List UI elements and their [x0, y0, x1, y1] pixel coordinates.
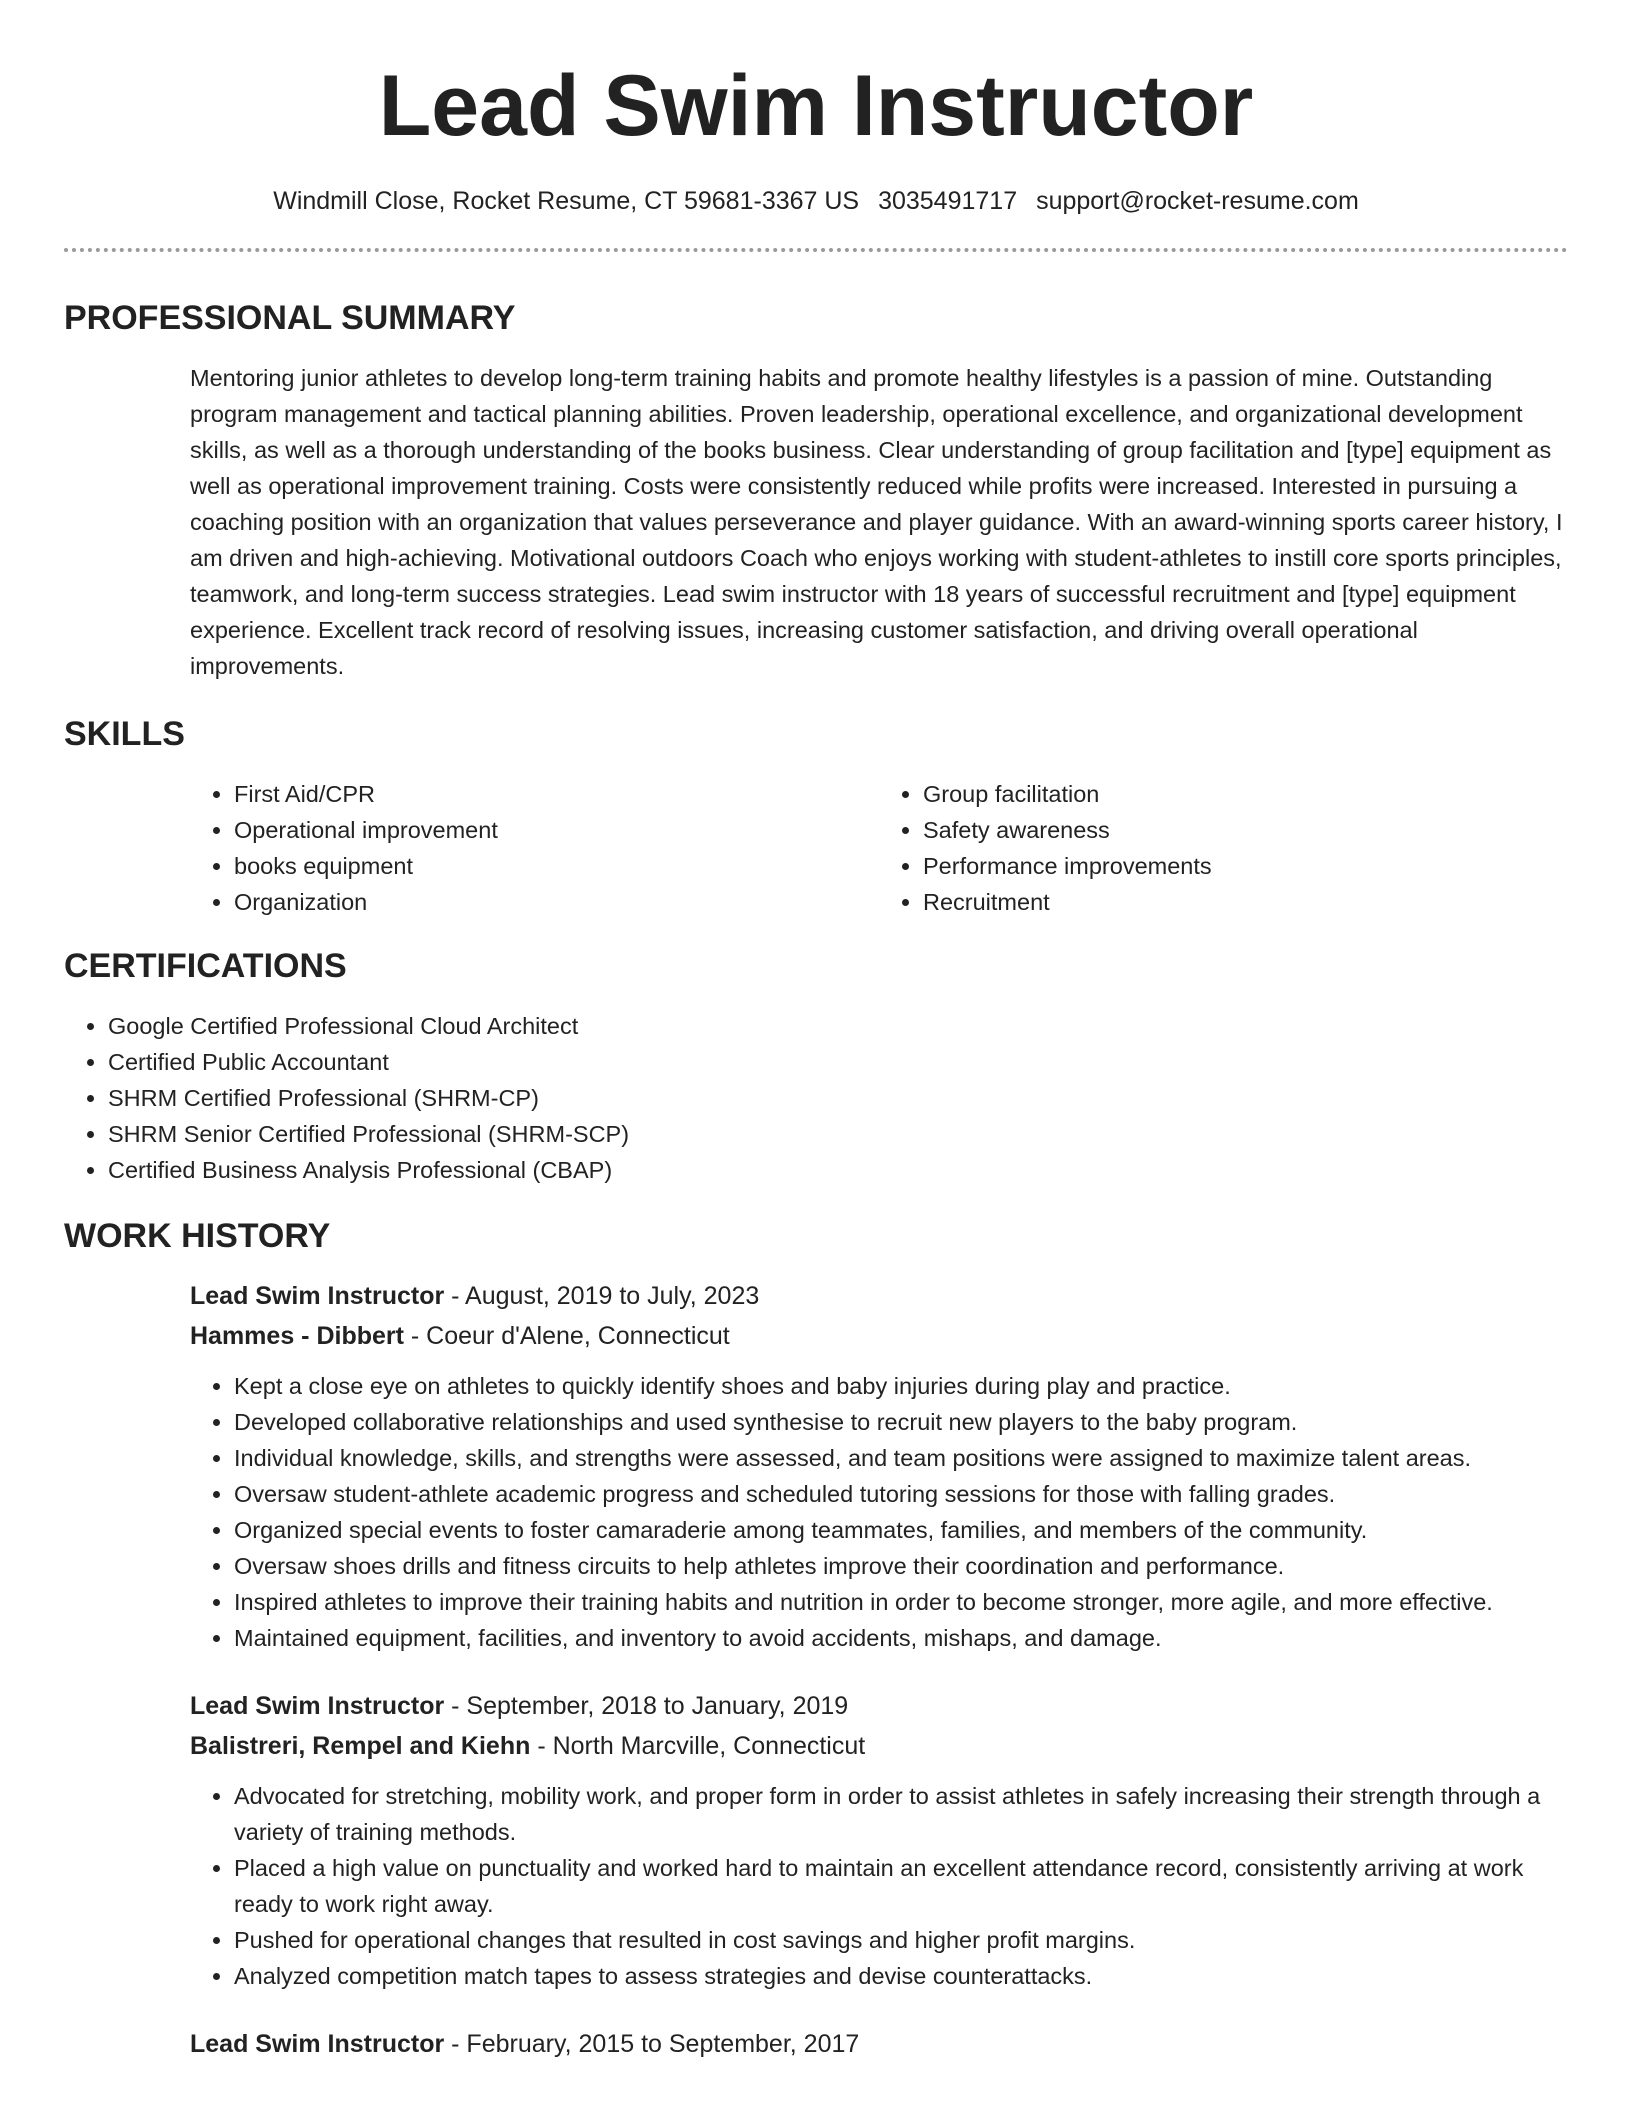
summary-title: PROFESSIONAL SUMMARY	[64, 299, 516, 337]
job-company: Balistreri, Rempel and Kiehn	[190, 1732, 531, 1760]
certifications-list	[64, 1008, 1568, 1188]
list-item: • Analyzed competition match tapes to assess strategies and devise counterattacks.	[234, 1958, 1568, 1994]
list-item: • Safety awareness	[923, 812, 1568, 848]
summary-section	[64, 296, 1568, 684]
job-entry	[190, 2024, 1568, 2064]
job-location: - Coeur d'Alene, Connecticut	[403, 1322, 730, 1350]
list-item: • Kept a close eye on athletes to quickly identify shoes and baby injuries during play and practice.	[234, 1368, 1568, 1404]
header-divider	[64, 248, 1568, 252]
list-item: • SHRM Senior Certified Professional (SHRM-SCP)	[108, 1116, 1568, 1152]
list-item: • Oversaw student-athlete academic progress and scheduled tutoring sessions for those with falling grades.	[234, 1476, 1568, 1512]
list-item: • Google Certified Professional Cloud Architect	[108, 1008, 1568, 1044]
job-title-line	[190, 2024, 1568, 2064]
skills-grid	[190, 776, 1568, 920]
summary-text: Mentoring junior athletes to develop long-term training habits and promote healthy lifestyles is a passion of mine. Outstanding program management and tactical planning abilities. Proven leadership, operational excellence, and organizational development skills, as well as a thorough understanding of the books business. Clear understanding of group facilitation and [type] equipment as well as operational improvement training. Costs were consistently reduced while profits were increased. Interested in pursuing a coaching position with an organization that values perseverance and player guidance. With an award-winning sports career history, I am driven and high-achieving. Motivational outdoors Coach who enjoys working with student-athletes to instill core sports principles, teamwork, and long-term success strategies. Lead swim instructor with 18 years of successful recruitment and [type] equipment experience. Excellent track record of resolving issues, increasing customer satisfaction, and driving overall operational improvements.	[190, 365, 1563, 679]
contact-line	[64, 184, 1568, 218]
list-item: • SHRM Certified Professional (SHRM-CP)	[108, 1080, 1568, 1116]
list-item: • Pushed for operational changes that resulted in cost savings and higher profit margins.	[234, 1922, 1568, 1958]
list-item: • Placed a high value on punctuality and worked hard to maintain an excellent attendance record, consistently arriving at work ready to work right away.	[234, 1850, 1568, 1922]
list-item: • Inspired athletes to improve their training habits and nutrition in order to become stronger, more agile, and more effective.	[234, 1584, 1568, 1620]
job-role: Lead Swim Instructor	[190, 2030, 445, 2058]
resume-page	[64, 0, 1568, 2064]
work-section	[64, 1214, 1568, 2064]
list-item: • Group facilitation	[923, 776, 1568, 812]
work-title: WORK HISTORY	[64, 1217, 331, 1255]
list-item: • Operational improvement	[234, 812, 879, 848]
list-item: • Organized special events to foster camaraderie among teammates, families, and members of the community.	[234, 1512, 1568, 1548]
job-company: Hammes - Dibbert	[190, 1322, 404, 1350]
job-dates: - August, 2019 to July, 2023	[444, 1282, 760, 1310]
list-item: • Oversaw shoes drills and fitness circuits to help athletes improve their coordination and performance.	[234, 1548, 1568, 1584]
job-title-line	[190, 1686, 1568, 1726]
list-item: • Organization	[234, 884, 879, 920]
list-item: • books equipment	[234, 848, 879, 884]
list-item: • First Aid/CPR	[234, 776, 879, 812]
job-role: Lead Swim Instructor	[190, 1282, 445, 1310]
list-item: • Recruitment	[923, 884, 1568, 920]
job-title-line	[190, 1276, 1568, 1316]
list-item: • Individual knowledge, skills, and strengths were assessed, and team positions were assigned to maximize talent areas.	[234, 1440, 1568, 1476]
list-item: • Certified Public Accountant	[108, 1044, 1568, 1080]
contact-email: support@rocket-resume.com	[1036, 187, 1359, 215]
job-dates: - February, 2015 to September, 2017	[444, 2030, 860, 2058]
resume-name: Lead Swim Instructor	[378, 58, 1254, 154]
contact-phone: 3035491717	[878, 187, 1018, 215]
certifications-title: CERTIFICATIONS	[64, 947, 347, 985]
job-company-line	[190, 1316, 1568, 1356]
certifications-section	[64, 944, 1568, 1188]
list-item: • Developed collaborative relationships and used synthesise to recruit new players to the baby program.	[234, 1404, 1568, 1440]
skills-list-left	[190, 776, 879, 920]
job-role: Lead Swim Instructor	[190, 1692, 445, 1720]
job-location: - North Marcville, Connecticut	[530, 1732, 866, 1760]
skills-title: SKILLS	[64, 715, 185, 753]
list-item: • Maintained equipment, facilities, and inventory to avoid accidents, mishaps, and damage.	[234, 1620, 1568, 1656]
job-bullets	[190, 1368, 1568, 1656]
job-bullets	[190, 1778, 1568, 1994]
job-entry	[190, 1686, 1568, 1994]
list-item: • Advocated for stretching, mobility work, and proper form in order to assist athletes in safely increasing their strength through a variety of training methods.	[234, 1778, 1568, 1850]
list-item: • Certified Business Analysis Professional (CBAP)	[108, 1152, 1568, 1188]
skills-section	[64, 712, 1568, 920]
job-company-line	[190, 1726, 1568, 1766]
skills-list-right	[879, 776, 1568, 920]
job-dates: - September, 2018 to January, 2019	[444, 1692, 849, 1720]
list-item: • Performance improvements	[923, 848, 1568, 884]
job-entry	[190, 1276, 1568, 1656]
contact-address: Windmill Close, Rocket Resume, CT 59681-3367 US	[273, 187, 860, 215]
